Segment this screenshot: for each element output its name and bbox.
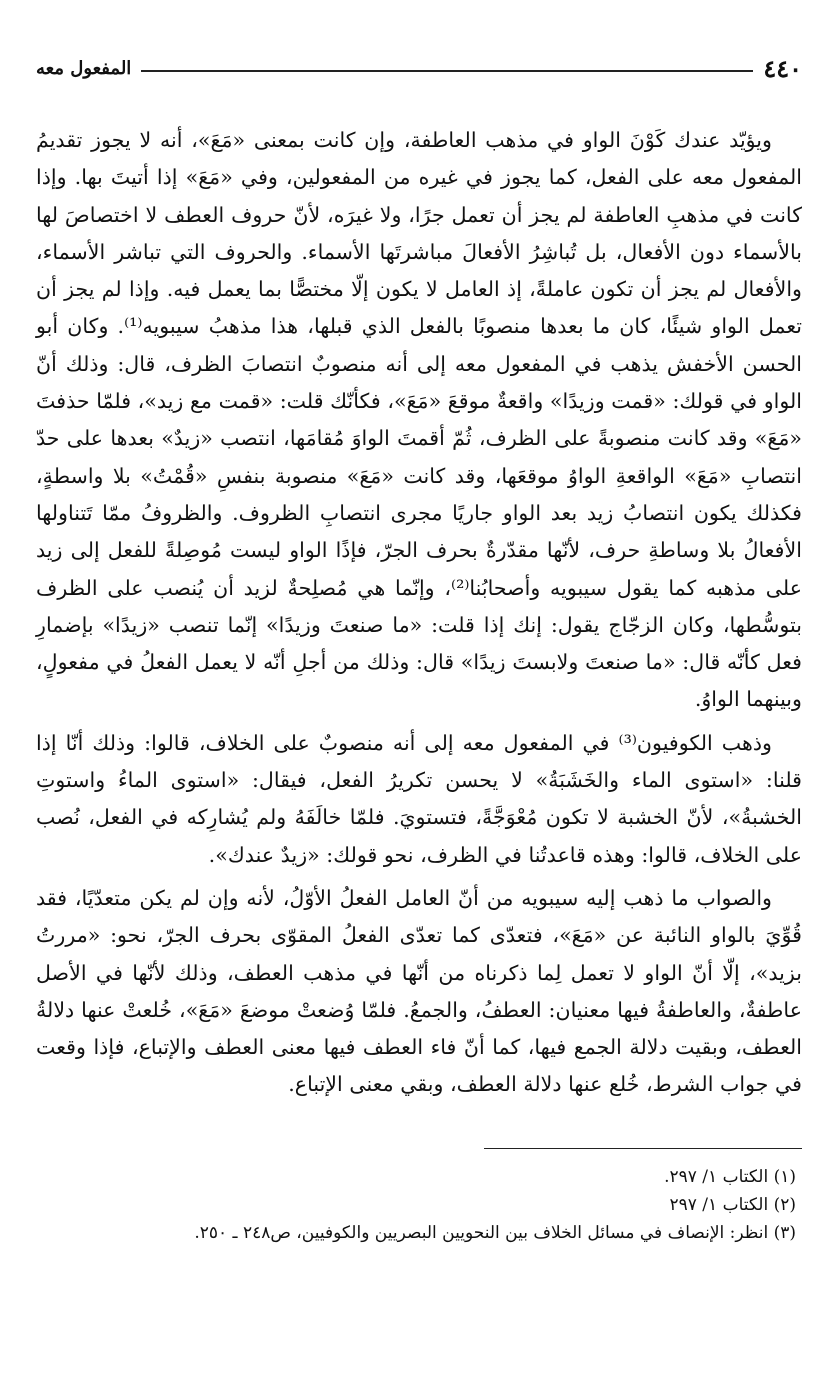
- footnote: (٢) الكتاب ١/ ٢٩٧: [669, 1194, 796, 1215]
- header-rule: [141, 70, 753, 72]
- footnotes: [36, 1163, 802, 1247]
- page-header: [36, 52, 802, 84]
- running-title: المفعول معه: [36, 57, 132, 79]
- footnote-separator: [484, 1148, 802, 1149]
- paragraph: والصواب ما ذهب إليه سيبويه من أنّ العامل الفعلُ الأوّلُ، لأنه وإن لم يكن متعدّيًا، فقد قُوِّيَ بالواو النائبة عن «مَعَ»، فتعدّى كما تعدّى الفعلُ المقوّى بحرف الجرّ، نحو: «مررتُ بزيد»، إلّا أنّ الواو لا تعمل لِما ذكرناه من أنّها في مذهب العطف، وذلك لأنّها في الأصل عاطفةٌ، والعاطفةُ فيها معنيان: العطفُ، والجمعُ. فلمّا وُضعتْ موضعَ «مَعَ»، خُلعتْ عنها دلالةُ العطف، وبقيت دلالة الجمع فيها، كما أنّ فاء العطف فيها معنى العطف والإتباع، فإذا وقعت في جواب الشرط، خُلع عنها دلالة العطف، وبقي معنى الإتباع.: [36, 885, 802, 1097]
- page-number: ٤٤٠: [763, 53, 802, 83]
- paragraph: ويؤيّد عندك كَوْنَ الواو في مذهب العاطفة، وإن كانت بمعنى «مَعَ»، أنه لا يجوز تقديمُ المفعول معه على الفعل، كما يجوز في غيره من المفعولين، وفي «مَعَ» إذا أتيتَ بها. وإذا كانت في مذهبِ العاطفة لم يجز أن تعمل جرًا، ولا غيرَه، لأنّ حروف العطف لا اختصاصَ لها بالأسماء دون الأفعال، بل تُباشِرُ الأفعالَ مباشرتَها الأسماء. والحروف التي تباشر الأسماء، والأفعال لم يجز أن تكون عاملةً، إذ العامل لا يكون إلّا مختصًّا بما يعمل فيه. وإذا لم يجز أن تعمل الواو شيئًا، كان ما بعدها منصوبًا بالفعل الذي قبلها، هذا مذهبُ سيبويه⁽¹⁾. وكان أبو الحسن الأخفش يذهب في المفعول معه إلى أنه منصوبٌ انتصابَ الظرف، قال: وذلك أنّ الواو في قولك: «قمت وزيدًا» واقعةٌ موقعَ «مَعَ»، فكأنّك قلت: «قمت مع زيد»، فلمّا حذفتَ «مَعَ» وقد كانت منصوبةً على الظرف، ثُمّ أقمتَ الواوَ مُقامَها، انتصب «زيدٌ» بعدها على حدّ انتصابِ «مَعَ» الواقعةِ الواوُ موقعَها، وقد كانت «مَعَ» منصوبة بنفسِ «قُمْتُ» بلا واسطةٍ، فكذلك يكون انتصابُ زيد بعد الواو جاريًا مجرى انتصابِ الظروف. والظروفُ ممّا تَتناولها الأفعالُ بلا وساطةِ حرف، لأنّها مقدّرةٌ بحرف الجرّ، فإذًا الواو ليست مُوصِلةً للفعل إلى زيد على مذهبه كما يقول سيبويه وأصحابُنا⁽²⁾، وإنّما هي مُصلِحةٌ لزيد أن يُنصب على الظرف بتوسُّطها، وكان الزجّاج يقول: إنك إذا قلت: «ما صنعتَ وزيدًا» إنّما تنصب «زيدًا» بإضمارِ فعل كأنّه قال: «ما صنعتَ ولابستَ زيدًا» قال: وذلك من أجلِ أنّه لا يعمل الفعلُ في مفعولٍ، وبينهما الواوُ.: [36, 128, 802, 712]
- footnote: (٣) انظر: الإنصاف في مسائل الخلاف بين النحويين البصريين والكوفيين، ص٢٤٨ ـ ٢٥٠.: [194, 1222, 796, 1243]
- body-text: [36, 122, 802, 1104]
- footnote: (١) الكتاب ١/ ٢٩٧.: [664, 1166, 796, 1187]
- paragraph: وذهب الكوفيون⁽³⁾ في المفعول معه إلى أنه منصوبٌ على الخلاف، قالوا: وذلك أنّا إذا قلنا: «استوى الماء والخَشَبَةُ» لا يحسن تكريرُ الفعل، فيقال: «استوى الماءُ واستوتِ الخشبةُ»، لأنّ الخشبة لا تكون مُعْوَجَّةً، فتستويَ. فلمّا خالَفَهُ ولم يُشارِكه في الفعل، نُصب على الخلاف، قالوا: وهذه قاعدتُنا في الظرف، نحو قولك: «زيدٌ عندك».: [36, 730, 802, 867]
- book-page: [36, 52, 802, 1352]
